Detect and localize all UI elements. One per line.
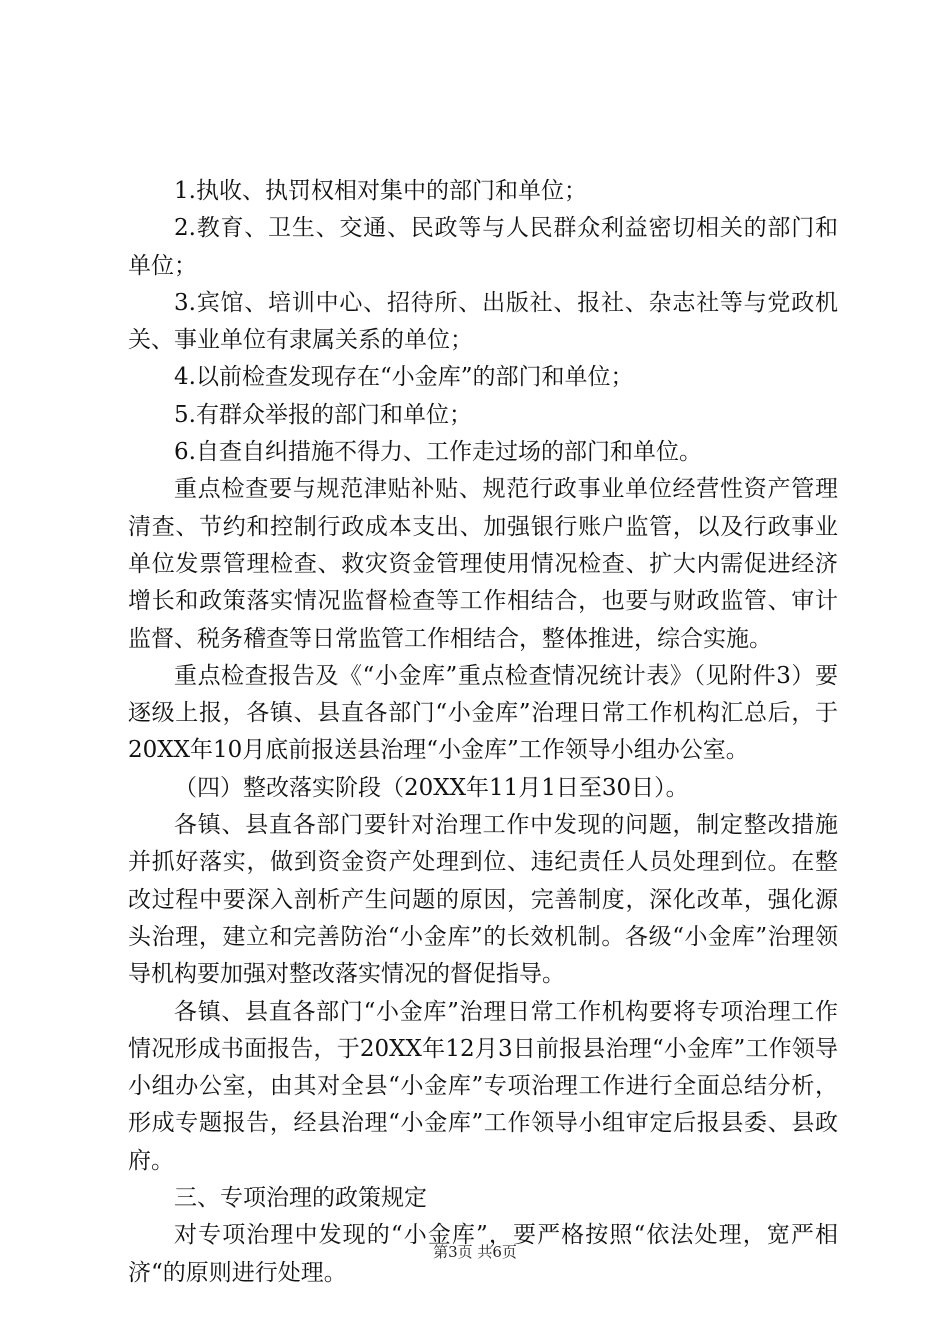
document-body (128, 173, 838, 1292)
section-heading-policy: 三、专项治理的政策规定 (174, 1185, 427, 1212)
list-item-3: 3.宾馆、培训中心、招待所、出版社、报社、杂志社等与党政机关、事业单位有隶属关系的单位； (128, 289, 838, 354)
paragraph-written-report: 各镇、县直各部门“小金库”治理日常工作机构要将专项治理工作情况形成书面报告，于20XX年12月3日前报县治理“小金库”工作领导小组办公室，由其对全县“小金库”专项治理工作进行全面总结分析，形成专题报告，经县治理“小金库”工作领导小组审定后报县委、县政府。 (128, 998, 838, 1174)
paragraph-policy-principle: 对专项治理中发现的“小金库”，要严格按照“依法处理，宽严相济“的原则进行处理。 (128, 1222, 838, 1286)
list-item-5: 5.有群众举报的部门和单位； (174, 401, 472, 428)
section-heading-rectification: （四）整改落实阶段（20XX年11月1日至30日）。 (174, 774, 689, 801)
list-item-2: 2.教育、卫生、交通、民政等与人民群众利益密切相关的部门和单位； (128, 215, 838, 279)
list-item-4: 4.以前检查发现存在“小金库”的部门和单位； (174, 364, 634, 391)
paragraph-inspection-integration: 重点检查要与规范津贴补贴、规范行政事业单位经营性资产管理清查、节约和控制行政成本支出、加强银行账户监管，以及行政事业单位发票管理检查、救灾资金管理使用情况检查、扩大内需促进经济增长和政策落实情况监督检查等工作相结合，也要与财政监管、审计监督、税务稽查等日常监管工作相结合，整体推进，综合实施。 (128, 476, 838, 652)
paragraph-rectification-measures: 各镇、县直各部门要针对治理工作中发现的问题，制定整改措施并抓好落实，做到资金资产处理到位、违纪责任人员处理到位。在整改过程中要深入剖析产生问题的原因，完善制度，深化改革，强化源头治理，建立和完善防治“小金库”的长效机制。各级“小金库”治理领导机构要加强对整改落实情况的督促指导。 (128, 812, 838, 988)
list-item-6: 6.自查自纠措施不得力、工作走过场的部门和单位。 (174, 439, 702, 466)
list-item-1: 1.执收、执罚权相对集中的部门和单位； (174, 178, 587, 204)
paragraph-inspection-report: 重点检查报告及《“小金库”重点检查情况统计表》（见附件3）要逐级上报，各镇、县直各部门“小金库”治理日常工作机构汇总后，于20XX年10月底前报送县治理“小金库”工作领导小组办公室。 (128, 662, 838, 764)
page-number-footer: 第3页 共6页 (433, 1243, 517, 1261)
